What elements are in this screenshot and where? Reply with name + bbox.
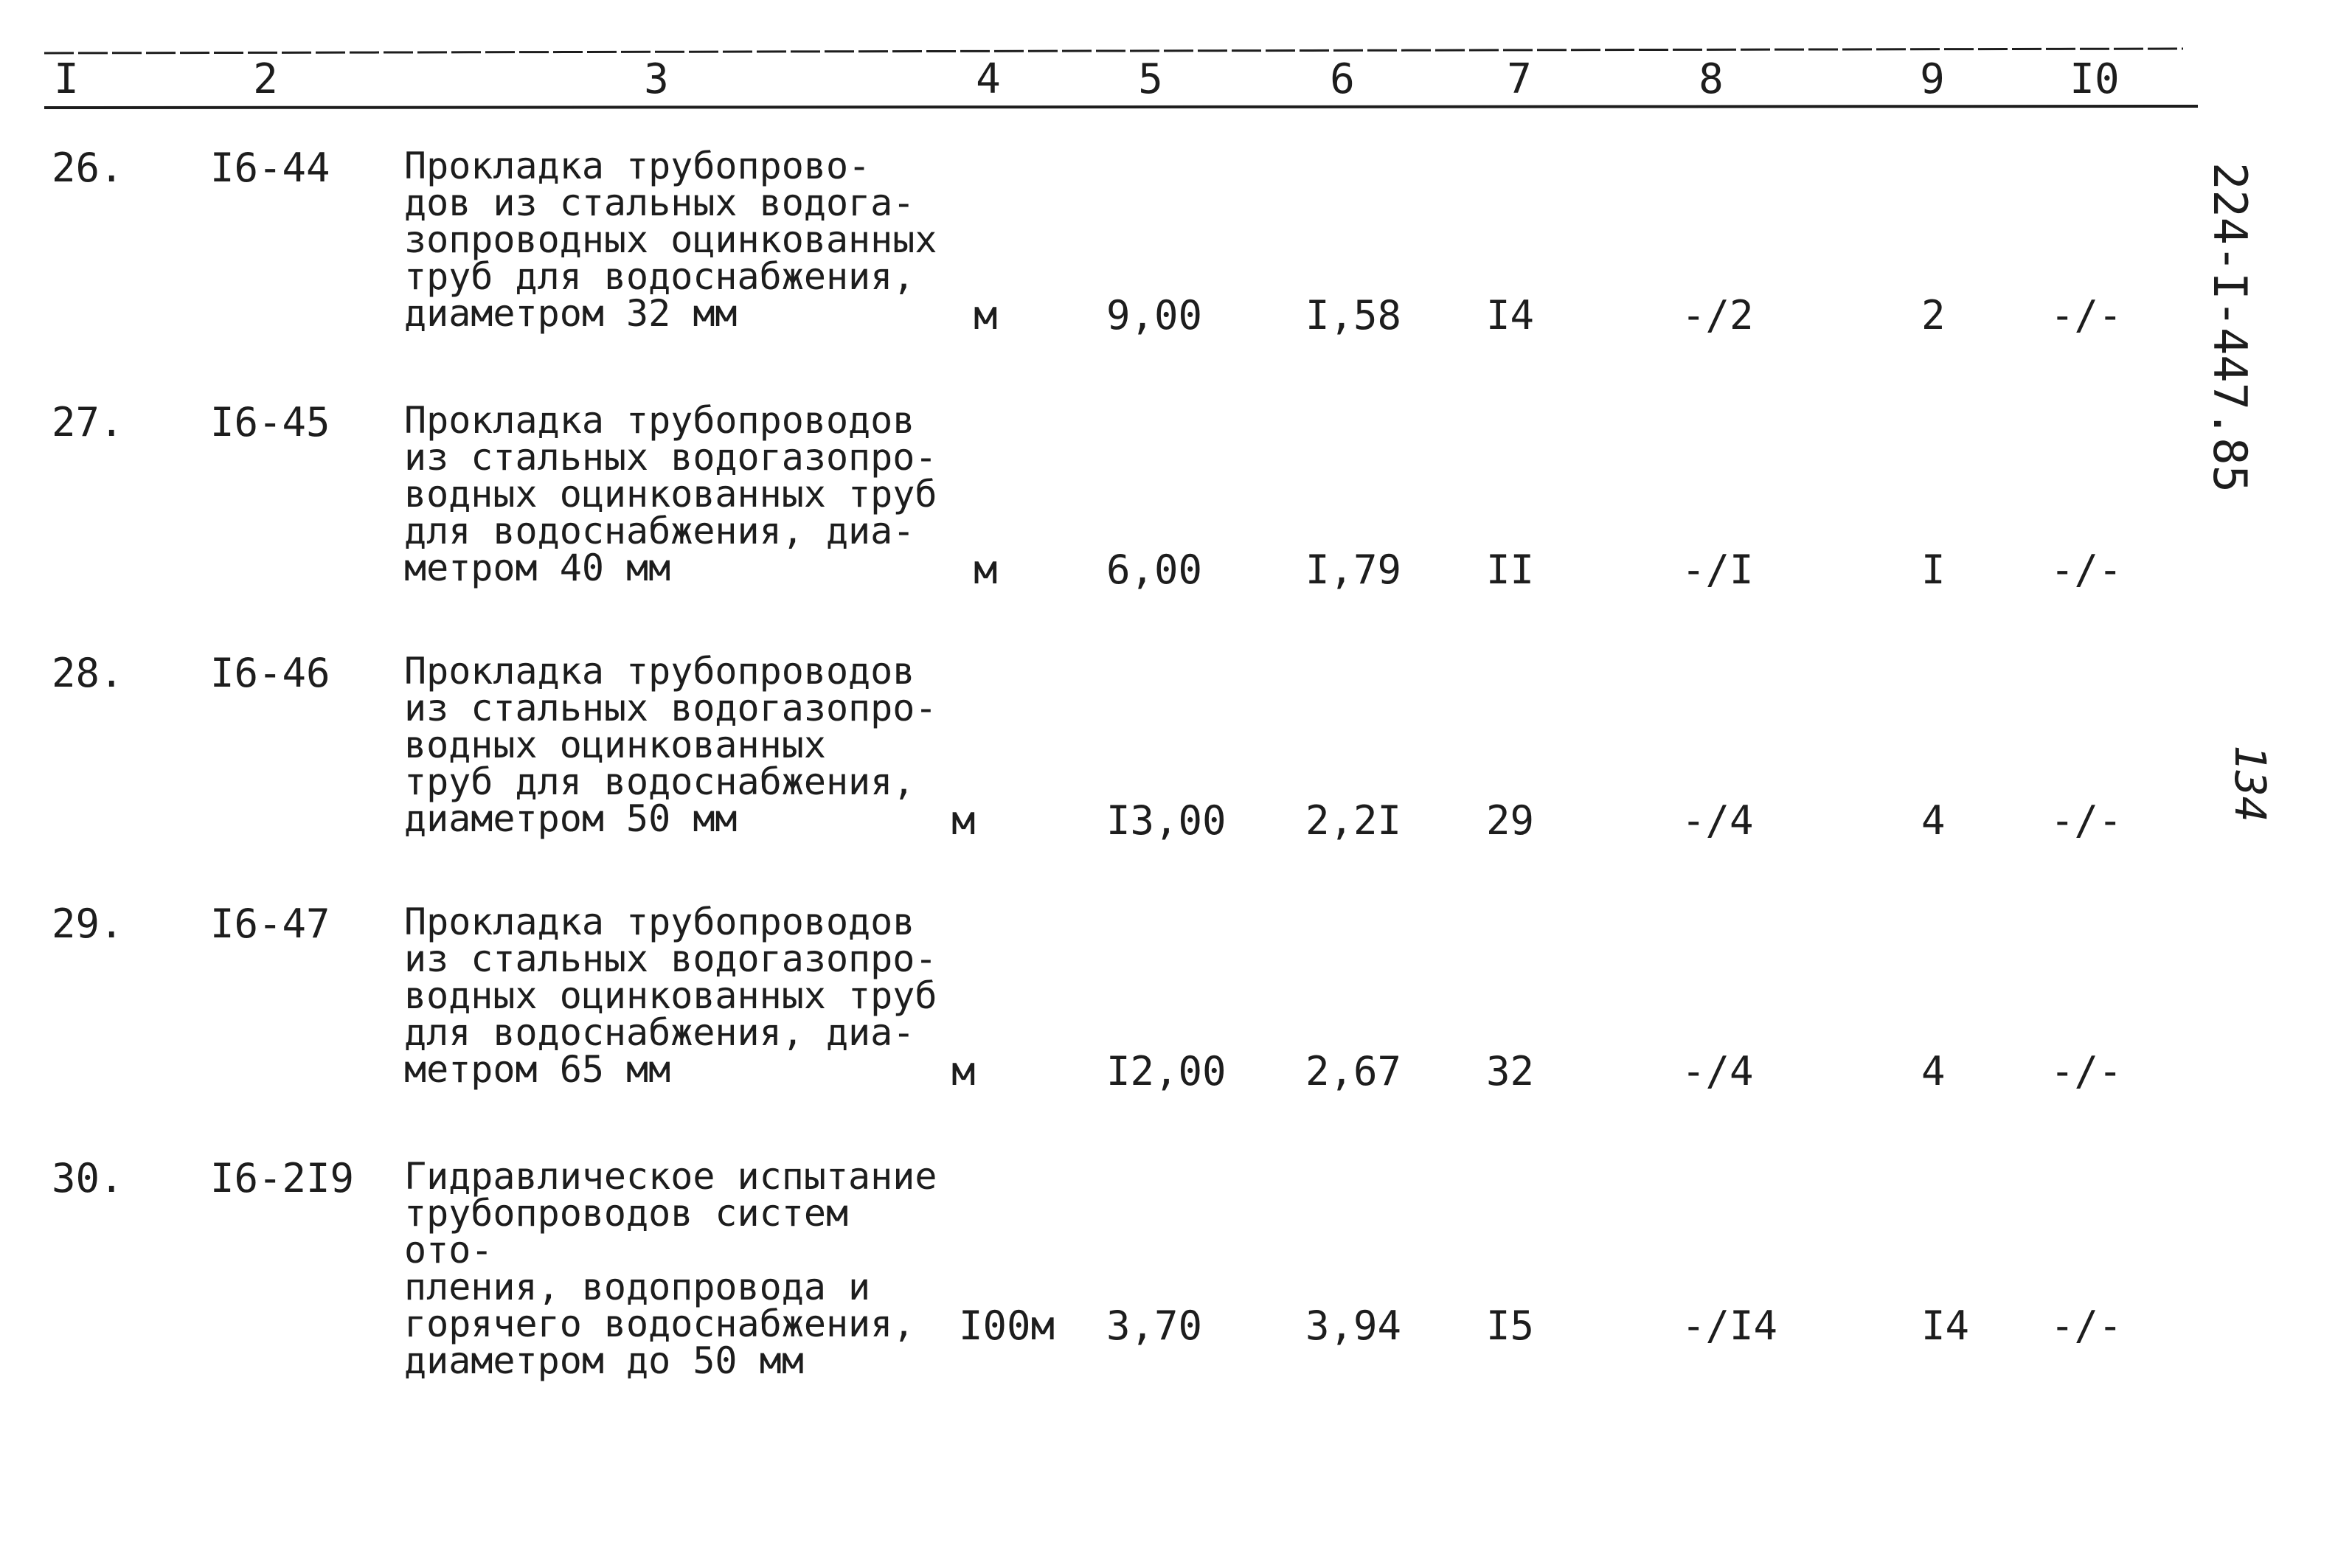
col-header-9: 9: [1920, 55, 1945, 103]
row-unit: м: [974, 547, 998, 593]
col-header-8: 8: [1699, 55, 1724, 103]
row-unit: м: [974, 292, 998, 339]
table-row: [0, 399, 2213, 645]
row-col-9: 4: [1921, 797, 1946, 844]
row-col-9: I4: [1921, 1302, 1970, 1349]
row-quantity: 9,00: [1106, 292, 1203, 339]
col-header-10: I0: [2070, 55, 2120, 103]
page-number: 134: [2225, 745, 2275, 822]
row-number: 30.: [52, 1155, 124, 1201]
row-col-8: -/I4: [1682, 1302, 1778, 1349]
row-description: Прокладка трубопроводов из стальных водогазопро- водных оцинкованных труб для водоснабжения, диа- метром 65 мм: [404, 901, 937, 1091]
row-col-6: 2,67: [1305, 1048, 1402, 1095]
row-code: I6-45: [210, 399, 330, 445]
row-col-6: 3,94: [1305, 1302, 1402, 1349]
row-number: 28.: [52, 650, 124, 696]
col-header-7: 7: [1507, 55, 1532, 103]
row-col-6: I,79: [1305, 547, 1402, 593]
row-col-6: 2,2I: [1305, 797, 1402, 844]
row-col-10: -/-: [2050, 1302, 2123, 1349]
row-col-7: II: [1486, 547, 1535, 593]
table-row: [0, 650, 2213, 896]
row-col-10: -/-: [2050, 547, 2123, 593]
row-col-7: 29: [1486, 797, 1535, 844]
col-header-6: 6: [1330, 55, 1355, 103]
row-quantity: 3,70: [1106, 1302, 1203, 1349]
row-code: I6-46: [210, 650, 330, 696]
row-col-7: I4: [1486, 292, 1535, 339]
row-col-8: -/2: [1682, 292, 1754, 339]
row-unit: м: [951, 797, 976, 844]
row-description: Прокладка трубопроводов из стальных водогазопро- водных оцинкованных труб для водоснабжения, диаметром 50 мм: [404, 650, 937, 840]
row-col-8: -/I: [1682, 547, 1754, 593]
table-row: [0, 903, 2213, 1147]
row-col-8: -/4: [1682, 1048, 1754, 1095]
row-col-9: 2: [1921, 292, 1946, 339]
col-header-5: 5: [1138, 55, 1163, 103]
row-unit: м: [951, 1048, 976, 1095]
row-description: Прокладка трубопрово- дов из стальных водога- зопроводных оцинкованных труб для водоснабжения, диаметром 32 мм: [404, 145, 937, 335]
row-col-7: I5: [1486, 1302, 1535, 1349]
row-quantity: 6,00: [1106, 547, 1203, 593]
row-unit: I00м: [959, 1302, 1055, 1349]
row-number: 29.: [52, 901, 124, 947]
header-top-rule: [44, 44, 2183, 59]
row-number: 26.: [52, 145, 124, 191]
row-code: I6-44: [210, 145, 330, 191]
col-header-2: 2: [253, 55, 278, 103]
row-col-7: 32: [1486, 1048, 1535, 1095]
row-col-9: I: [1921, 547, 1946, 593]
row-description: Прокладка трубопроводов из стальных водогазопро- водных оцинкованных труб для водоснабжения, диа- метром 40 мм: [404, 399, 937, 589]
table-row: [0, 145, 2213, 391]
row-code: I6-2I9: [210, 1155, 355, 1201]
row-col-10: -/-: [2050, 1048, 2123, 1095]
row-col-9: 4: [1921, 1048, 1946, 1095]
table-row: [0, 1155, 2213, 1401]
document-code: 224-I-447.85: [2203, 162, 2257, 493]
row-number: 27.: [52, 399, 124, 445]
row-col-6: I,58: [1305, 292, 1402, 339]
header-bottom-rule: [44, 103, 2198, 118]
col-header-4: 4: [976, 55, 1001, 103]
col-header-1: I: [54, 55, 79, 103]
row-col-10: -/-: [2050, 797, 2123, 844]
row-quantity: I3,00: [1106, 797, 1227, 844]
col-header-3: 3: [644, 55, 669, 103]
row-code: I6-47: [210, 901, 330, 947]
row-col-8: -/4: [1682, 797, 1754, 844]
row-description: Гидравлическое испытание трубопроводов систем ото- пления, водопровода и горячего водоснабжения, диаметром до 50 мм: [404, 1155, 937, 1382]
row-quantity: I2,00: [1106, 1048, 1227, 1095]
row-col-10: -/-: [2050, 292, 2123, 339]
